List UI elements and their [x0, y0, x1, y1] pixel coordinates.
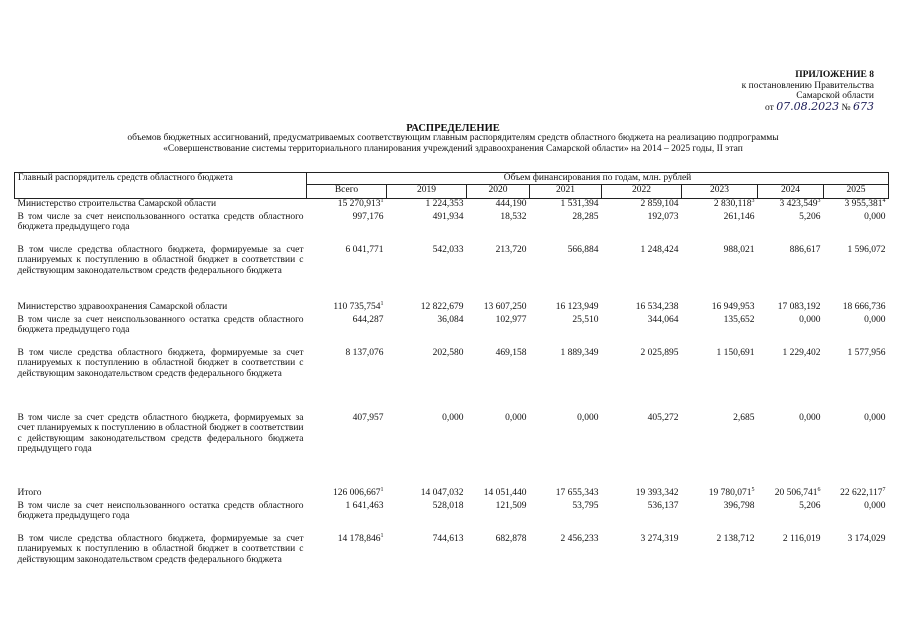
- cell-value: [467, 488, 530, 501]
- cell-number: 18 666,736: [842, 301, 886, 312]
- cell-value: [467, 315, 530, 348]
- cell-number: 886,617: [789, 244, 821, 255]
- cell-value: [824, 199, 889, 212]
- cell-value: [467, 501, 530, 534]
- cell-number: 542,033: [432, 244, 464, 255]
- cell-value: [682, 302, 758, 315]
- cell-value: [602, 348, 682, 413]
- cell-number: 0,000: [505, 412, 527, 423]
- header-distributor: Главный распорядитель средств областного бюджета: [15, 173, 307, 199]
- footnote-mark: 1: [380, 486, 384, 493]
- cell-number: 491,934: [432, 211, 464, 222]
- cell-value: [758, 534, 824, 584]
- cell-value: [307, 315, 387, 348]
- cell-value: [467, 212, 530, 245]
- cell-value: [467, 534, 530, 584]
- cell-number: 14 178,846: [337, 533, 381, 544]
- header-col-4: 2022: [602, 185, 682, 199]
- footnote-mark: 4: [882, 197, 886, 204]
- cell-value: [602, 245, 682, 302]
- cell-number: 2 025,895: [640, 347, 679, 358]
- cell-number: 3 423,549: [779, 199, 818, 209]
- footnote-mark: 7: [882, 486, 886, 493]
- footnote-mark: 1: [380, 532, 384, 539]
- row-label: В том числе за счет неиспользованного остатка средств областного бюджета предыдущего года: [17, 500, 304, 521]
- cell-value: [530, 348, 602, 413]
- cell-value: [387, 245, 467, 302]
- cell-number: 0,000: [864, 211, 886, 222]
- cell-number: 1 889,349: [560, 347, 599, 358]
- row-label: В том числе за счет неиспользованного остатка средств областного бюджета предыдущего года: [17, 211, 304, 232]
- footnote-mark: 1: [380, 197, 384, 204]
- cell-number: 17 655,343: [555, 487, 599, 498]
- document-subtitle: [60, 133, 846, 155]
- cell-value: [758, 488, 824, 501]
- cell-value: [530, 199, 602, 212]
- cell-value: [758, 302, 824, 315]
- cell-value: [387, 488, 467, 501]
- row-label: В том числе за счет неиспользованного остатка средств областного бюджета предыдущего года: [17, 314, 304, 335]
- cell-number: 53,795: [572, 500, 599, 511]
- cell-number: 0,000: [864, 500, 886, 511]
- cell-number: 261,146: [723, 211, 755, 222]
- cell-number: 407,957: [352, 412, 384, 423]
- cell-value: [602, 501, 682, 534]
- cell-value: [467, 302, 530, 315]
- cell-number: 3 955,381: [844, 199, 883, 209]
- cell-number: 36,084: [437, 314, 464, 325]
- cell-value: [307, 302, 387, 315]
- cell-value: [824, 348, 889, 413]
- cell-value: [387, 199, 467, 212]
- cell-number: 15 270,913: [337, 199, 381, 209]
- cell-number: 19 393,342: [635, 487, 679, 498]
- cell-value: [387, 315, 467, 348]
- cell-number: 1 229,402: [782, 347, 821, 358]
- footnote-mark: 1: [380, 300, 384, 307]
- cell-value: [824, 534, 889, 584]
- cell-value: [602, 315, 682, 348]
- cell-value: [387, 212, 467, 245]
- table-row: [15, 488, 889, 501]
- cell-number: 0,000: [442, 412, 464, 423]
- cell-number: 13 607,250: [483, 301, 527, 312]
- annex-line-3: Самарской области: [796, 91, 874, 101]
- header-col-7: 2025: [824, 185, 889, 199]
- cell-number: 25,510: [572, 314, 599, 325]
- document-title: РАСПРЕДЕЛЕНИЕ: [406, 123, 500, 134]
- cell-number: 988,021: [723, 244, 755, 255]
- cell-number: 19 780,071: [708, 487, 752, 498]
- cell-number: 213,720: [495, 244, 527, 255]
- cell-value: [824, 302, 889, 315]
- cell-value: [387, 534, 467, 584]
- cell-value: [682, 501, 758, 534]
- cell-number: 0,000: [864, 412, 886, 423]
- cell-number: 3 174,029: [847, 533, 886, 544]
- annex-block: [714, 70, 874, 113]
- row-label: Министерство строительства Самарской области: [17, 199, 217, 209]
- header-col-1: 2019: [387, 185, 467, 199]
- cell-value: [307, 212, 387, 245]
- budget-table: [14, 172, 889, 584]
- table-row: [15, 534, 889, 584]
- cell-value: [758, 315, 824, 348]
- cell-number: 16 123,949: [555, 301, 599, 312]
- header-col-5: 2023: [682, 185, 758, 199]
- cell-value: [682, 245, 758, 302]
- cell-number: 28,285: [572, 211, 599, 222]
- cell-value: [530, 501, 602, 534]
- footnote-mark: 5: [751, 486, 755, 493]
- cell-value: [387, 501, 467, 534]
- cell-number: 1 150,691: [716, 347, 755, 358]
- cell-number: 22 622,117: [840, 487, 883, 498]
- cell-value: [758, 212, 824, 245]
- cell-value: [307, 534, 387, 584]
- header-col-0: Всего: [307, 185, 387, 199]
- cell-value: [530, 212, 602, 245]
- cell-number: 469,158: [495, 347, 527, 358]
- number-prefix: №: [841, 102, 851, 113]
- cell-value: [387, 302, 467, 315]
- cell-number: 444,190: [495, 199, 527, 209]
- handwritten-date: 07.08.2023: [776, 99, 840, 113]
- cell-number: 2 138,712: [716, 533, 755, 544]
- table-row: [15, 245, 889, 302]
- cell-number: 1 641,463: [345, 500, 384, 511]
- cell-value: [824, 501, 889, 534]
- cell-number: 566,884: [567, 244, 599, 255]
- subtitle-line-2: «Совершенствование системы территориального планирования учреждений здравоохранения Самарской области» на 2014 – 2025 годы, II этап: [163, 144, 743, 154]
- header-col-6: 2024: [758, 185, 824, 199]
- cell-number: 682,878: [495, 533, 527, 544]
- row-label: Итого: [17, 487, 42, 498]
- cell-number: 344,064: [647, 314, 679, 325]
- cell-number: 5,206: [799, 500, 821, 511]
- cell-value: [387, 348, 467, 413]
- cell-value: [682, 315, 758, 348]
- cell-number: 202,580: [432, 347, 464, 358]
- header-funding-group: Объем финансирования по годам, млн. рублей: [307, 173, 889, 185]
- table-row: [15, 413, 889, 488]
- annex-title: ПРИЛОЖЕНИЕ 8: [795, 70, 874, 80]
- cell-value: [307, 199, 387, 212]
- cell-value: [467, 413, 530, 488]
- cell-value: [307, 501, 387, 534]
- cell-number: 2 456,233: [560, 533, 599, 544]
- cell-value: [530, 315, 602, 348]
- cell-value: [530, 302, 602, 315]
- cell-number: 1 224,353: [425, 199, 464, 209]
- cell-value: [824, 212, 889, 245]
- table-body: [15, 199, 889, 584]
- cell-number: 0,000: [864, 314, 886, 325]
- cell-value: [682, 488, 758, 501]
- cell-value: [307, 488, 387, 501]
- cell-number: 14 051,440: [483, 487, 527, 498]
- table-row: [15, 212, 889, 245]
- row-label: В том числе средства областного бюджета, формируемые за счет планируемых к поступлению в областной бюджет в соответствии с действующим законодательством средств федерального бюджета: [17, 347, 304, 379]
- table-row: [15, 315, 889, 348]
- handwritten-number: 673: [853, 99, 874, 113]
- cell-number: 2 859,104: [640, 199, 679, 209]
- annex-date-line: [765, 99, 874, 114]
- cell-value: [387, 413, 467, 488]
- cell-value: [602, 488, 682, 501]
- row-label: В том числе средства областного бюджета, формируемые за счет планируемых к поступлению в областной бюджет в соответствии с действующим законодательством средств федерального бюджета: [17, 533, 304, 565]
- cell-value: [682, 212, 758, 245]
- cell-number: 1 248,424: [640, 244, 679, 255]
- cell-number: 1 596,072: [847, 244, 886, 255]
- cell-value: [602, 302, 682, 315]
- cell-value: [758, 501, 824, 534]
- cell-number: 121,509: [495, 500, 527, 511]
- cell-number: 192,073: [647, 211, 679, 222]
- cell-value: [530, 488, 602, 501]
- cell-number: 0,000: [799, 314, 821, 325]
- cell-number: 16 534,238: [635, 301, 679, 312]
- cell-value: [824, 315, 889, 348]
- cell-value: [307, 348, 387, 413]
- cell-number: 17 083,192: [777, 301, 821, 312]
- cell-value: [307, 413, 387, 488]
- cell-number: 110 735,754: [333, 301, 381, 312]
- cell-number: 18,532: [500, 211, 527, 222]
- cell-value: [602, 413, 682, 488]
- cell-value: [758, 245, 824, 302]
- header-col-2: 2020: [467, 185, 530, 199]
- cell-value: [530, 413, 602, 488]
- cell-number: 528,018: [432, 500, 464, 511]
- cell-number: 405,272: [647, 412, 679, 423]
- date-prefix: от: [765, 102, 774, 113]
- header-col-3: 2021: [530, 185, 602, 199]
- cell-number: 6 041,771: [345, 244, 384, 255]
- footnote-mark: 3: [751, 197, 755, 204]
- cell-value: [758, 348, 824, 413]
- cell-value: [824, 245, 889, 302]
- cell-number: 1 577,956: [847, 347, 886, 358]
- cell-number: 997,176: [352, 211, 384, 222]
- cell-value: [602, 199, 682, 212]
- table-row: [15, 348, 889, 413]
- cell-value: [467, 199, 530, 212]
- table-row: [15, 199, 889, 212]
- table-header: [15, 173, 889, 199]
- cell-number: 5,206: [799, 211, 821, 222]
- cell-number: 1 531,394: [560, 199, 599, 209]
- cell-number: 8 137,076: [345, 347, 384, 358]
- row-label: В том числе за счет средств областного бюджета, формируемых за счет планируемых к поступлению в областной бюджет в соответствии с действующим законодательством средств федерального бюджета предыдущего года: [17, 412, 304, 454]
- cell-number: 2,685: [733, 412, 755, 423]
- cell-value: [758, 199, 824, 212]
- cell-value: [758, 413, 824, 488]
- cell-value: [682, 413, 758, 488]
- cell-number: 2 830,118: [713, 199, 752, 209]
- cell-value: [824, 488, 889, 501]
- footnote-mark: 3: [817, 197, 821, 204]
- table-row: [15, 501, 889, 534]
- cell-value: [467, 348, 530, 413]
- cell-value: [602, 212, 682, 245]
- cell-number: 2 116,019: [782, 533, 821, 544]
- cell-number: 3 274,319: [640, 533, 679, 544]
- cell-value: [530, 534, 602, 584]
- cell-number: 20 506,741: [774, 487, 818, 498]
- cell-value: [682, 348, 758, 413]
- subtitle-line-1: объемов бюджетных ассигнований, предусматриваемых соответствующим главным распорядителям средств областного бюджета на реализацию подпрограммы: [127, 133, 779, 143]
- row-label: В том числе средства областного бюджета, формируемые за счет планируемых к поступлению в областной бюджет в соответствии с действующим законодательством средств федерального бюджета: [17, 244, 304, 276]
- cell-value: [682, 199, 758, 212]
- cell-number: 396,798: [723, 500, 755, 511]
- cell-number: 102,977: [495, 314, 527, 325]
- cell-number: 126 006,667: [333, 487, 381, 498]
- row-label: Министерство здравоохранения Самарской области: [17, 301, 228, 312]
- table-row: [15, 302, 889, 315]
- cell-number: 536,137: [647, 500, 679, 511]
- cell-number: 16 949,953: [711, 301, 755, 312]
- cell-value: [307, 245, 387, 302]
- annex-line-2: к постановлению Правительства: [741, 80, 874, 91]
- cell-value: [467, 245, 530, 302]
- cell-number: 0,000: [799, 412, 821, 423]
- cell-number: 135,652: [723, 314, 755, 325]
- footnote-mark: 6: [817, 486, 821, 493]
- cell-number: 744,613: [432, 533, 464, 544]
- cell-value: [530, 245, 602, 302]
- cell-value: [602, 534, 682, 584]
- cell-number: 0,000: [577, 412, 599, 423]
- cell-number: 644,287: [352, 314, 384, 325]
- cell-number: 12 822,679: [420, 301, 464, 312]
- cell-value: [682, 534, 758, 584]
- cell-value: [824, 413, 889, 488]
- cell-number: 14 047,032: [420, 487, 464, 498]
